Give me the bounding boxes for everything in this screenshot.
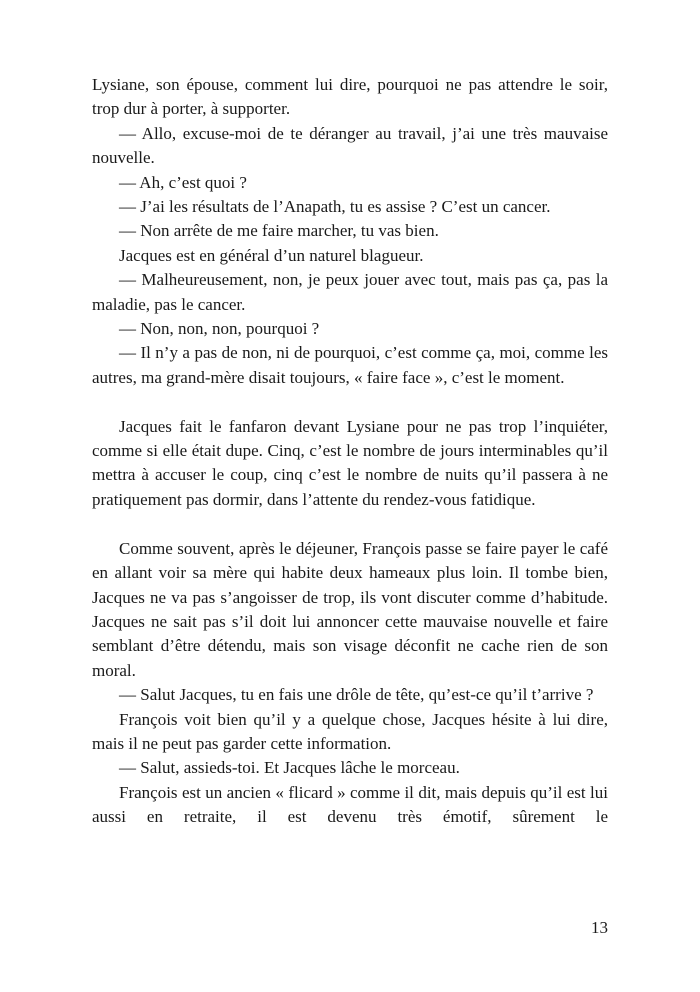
paragraph: — Malheureusement, non, je peux jouer avec tout, mais pas ça, pas la maladie, pas le cancer.	[92, 270, 608, 314]
paragraph: Lysiane, son épouse, comment lui dire, pourquoi ne pas attendre le soir, trop dur à porter, à supporter.	[92, 75, 608, 119]
paragraph: — Salut Jacques, tu en fais une drôle de tête, qu’est-ce qu’il t’arrive ?	[119, 685, 594, 705]
paragraph-spacer	[92, 390, 608, 414]
paragraph: — Non arrête de me faire marcher, tu vas bien.	[119, 221, 439, 241]
paragraph-spacer	[92, 512, 608, 536]
paragraph: — Non, non, non, pourquoi ?	[119, 319, 320, 339]
paragraph: Comme souvent, après le déjeuner, François passe se faire payer le café en allant voir sa mère qui habite deux hameaux plus loin. Il tombe bien, Jacques ne va pas s’angoisser de trop, ils vont discuter comme d’habitude. Jacques ne sait pas s’il doit lui annoncer cette mauvaise nouvelle et faire semblant d’être détendu, mais son visage déconfit ne cache rien de son moral.	[92, 538, 608, 680]
paragraph: François voit bien qu’il y a quelque chose, Jacques hésite à lui dire, mais il ne peut pas garder cette information.	[92, 709, 608, 753]
paragraph: Jacques est en général d’un naturel blagueur.	[119, 245, 424, 265]
paragraph: — Allo, excuse-moi de te déranger au travail, j’ai une très mauvaise nouvelle.	[92, 123, 608, 168]
paragraph: François est un ancien « flicard » comme il dit, mais depuis qu’il est lui aussi en retraite, il est devenu très émotif, sûrement le	[92, 782, 608, 827]
body-text	[92, 73, 608, 830]
paragraph: — J’ai les résultats de l’Anapath, tu es assise ? C’est un cancer.	[119, 197, 551, 217]
page-number: 13	[591, 918, 608, 937]
paragraph: — Il n’y a pas de non, ni de pourquoi, c’est comme ça, moi, comme les autres, ma grand-mère disait toujours, « faire face », c’est le moment.	[92, 343, 608, 387]
paragraph: — Ah, c’est quoi ?	[119, 172, 247, 192]
paragraph: Jacques fait le fanfaron devant Lysiane pour ne pas trop l’inquiéter, comme si elle était dupe. Cinq, c’est le nombre de jours interminables qu’il mettra à accuser le coup, cinq c’est le nombre de nuits qu’il passera à ne pratiquement pas dormir, dans l’attente du rendez-vous fatidique.	[92, 416, 608, 509]
paragraph: — Salut, assieds-toi. Et Jacques lâche le morceau.	[119, 758, 460, 778]
